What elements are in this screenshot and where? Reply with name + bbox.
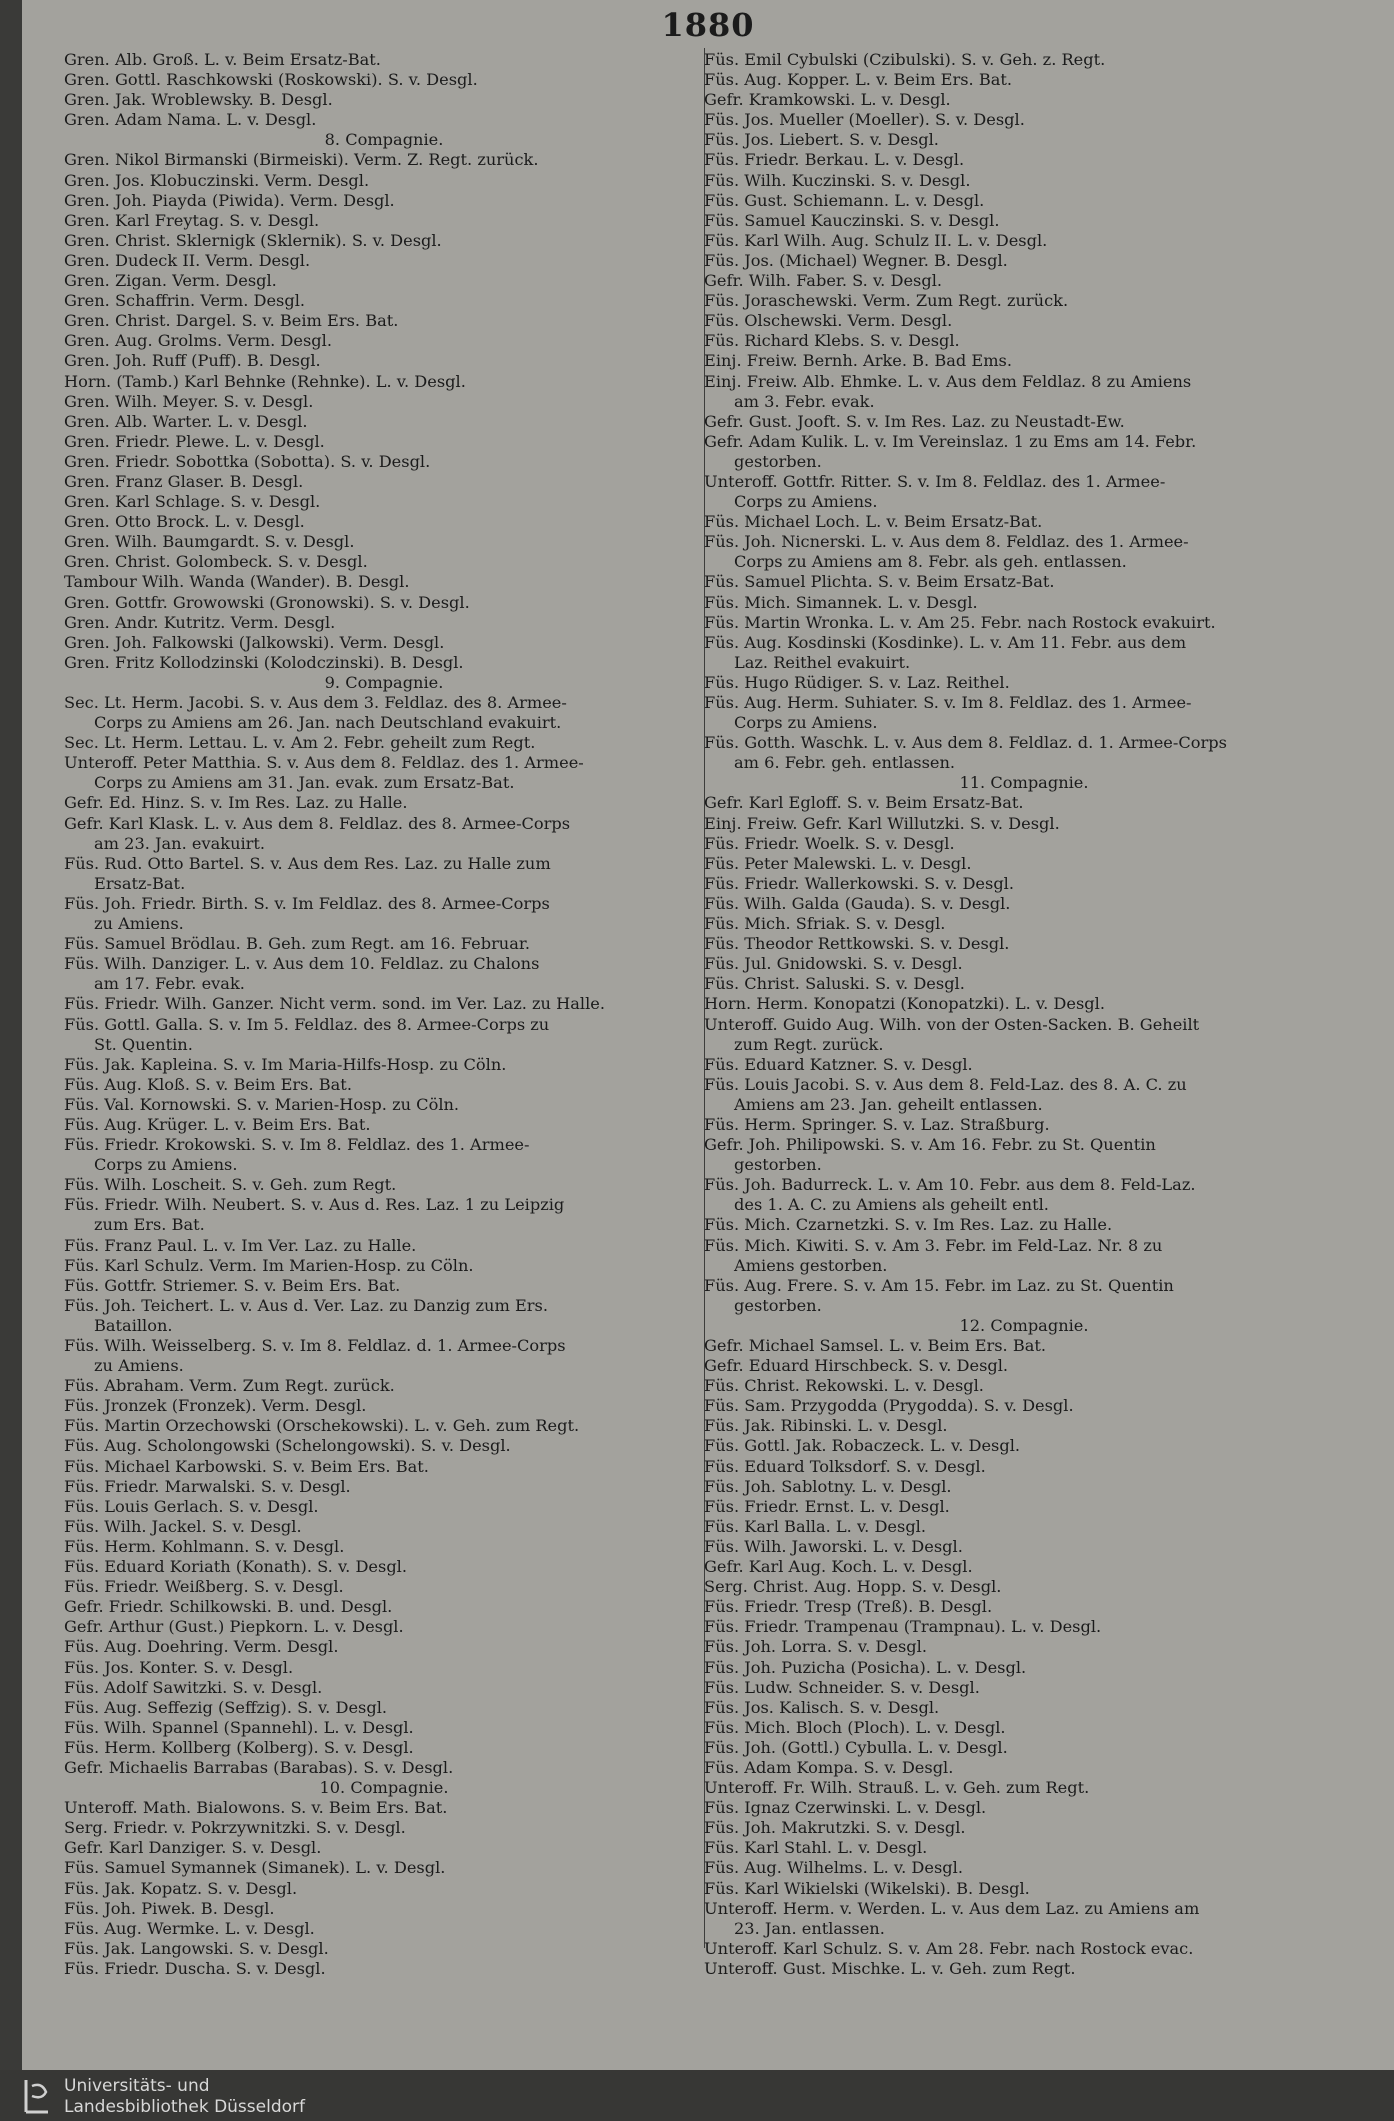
list-entry: Füs. Aug. Frere. S. v. Am 15. Febr. im Laz. zu St. Quentin: [704, 1275, 1174, 1295]
library-logo-icon: [22, 2078, 52, 2114]
list-entry: Gren. Zigan. Verm. Desgl.: [64, 271, 277, 291]
list-entry: Gefr. Ed. Hinz. S. v. Im Res. Laz. zu Halle.: [64, 793, 408, 813]
list-entry: Füs. Karl Stahl. L. v. Desgl.: [704, 1838, 928, 1858]
list-entry: Gren. Joh. Ruff (Puff). B. Desgl.: [64, 351, 321, 371]
list-entry: Gefr. Michael Samsel. L. v. Beim Ers. Bat.: [704, 1336, 1047, 1355]
list-entry: Einj. Freiw. Bernh. Arke. B. Bad Ems.: [704, 351, 1013, 371]
list-entry: Einj. Freiw. Alb. Ehmke. L. v. Aus dem Feldlaz. 8 zu Amiens: [704, 371, 1192, 391]
list-entry: Füs. Ludw. Schneider. S. v. Desgl.: [704, 1677, 980, 1697]
list-entry: Füs. Jos. Kalisch. S. v. Desgl.: [704, 1697, 940, 1717]
list-entry: Amiens am 23. Jan. geheilt entlassen.: [734, 1094, 1043, 1114]
list-entry: Gren. Gottfr. Growowski (Gronowski). S. v. Desgl.: [64, 592, 470, 612]
list-entry: Füs. Friedr. Woelk. S. v. Desgl.: [704, 833, 955, 853]
list-entry: am 17. Febr. evak.: [94, 974, 245, 994]
list-entry: Füs. Gottl. Galla. S. v. Im 5. Feldlaz. des 8. Armee-Corps zu: [64, 1014, 550, 1034]
list-entry: Unteroff. Math. Bialowons. S. v. Beim Ers. Bat.: [64, 1798, 448, 1818]
list-entry: Füs. Aug. Kloß. S. v. Beim Ers. Bat.: [64, 1074, 352, 1094]
list-entry: Füs. Abraham. Verm. Zum Regt. zurück.: [64, 1376, 395, 1396]
list-entry: Gren. Gottl. Raschkowski (Roskowski). S. v. Desgl.: [64, 70, 478, 90]
list-entry: Füs. Aug. Wermke. L. v. Desgl.: [64, 1918, 315, 1938]
list-entry: Füs. Eduard Katzner. S. v. Desgl.: [704, 1054, 973, 1074]
list-entry: Füs. Friedr. Weißberg. S. v. Desgl.: [64, 1577, 344, 1597]
list-entry: Füs. Rud. Otto Bartel. S. v. Aus dem Res. Laz. zu Halle zum: [64, 853, 551, 873]
list-entry: Füs. Wilh. Kuczinski. S. v. Desgl.: [704, 170, 971, 190]
list-entry: Füs. Friedr. Marwalski. S. v. Desgl.: [64, 1476, 351, 1496]
section-heading: 9. Compagnie.: [324, 672, 444, 692]
list-entry: Gren. Aug. Grolms. Verm. Desgl.: [64, 331, 332, 351]
footer-line-1: Universitäts- und: [64, 2076, 210, 2096]
list-entry: Unteroff. Gottfr. Ritter. S. v. Im 8. Feldlaz. des 1. Armee-: [704, 471, 1166, 491]
list-entry: Laz. Reithel evakuirt.: [734, 652, 911, 672]
list-entry: St. Quentin.: [94, 1034, 193, 1054]
list-entry: Füs. Aug. Kopper. L. v. Beim Ers. Bat.: [704, 70, 1013, 90]
list-entry: Gren. Joh. Piayda (Piwida). Verm. Desgl.: [64, 190, 395, 210]
right-column: [704, 50, 1344, 1979]
list-entry: Gefr. Friedr. Schilkowski. B. und. Desgl.: [64, 1597, 393, 1617]
list-entry: Füs. Joh. Sablotny. L. v. Desgl.: [704, 1476, 952, 1496]
list-entry: Gren. Wilh. Baumgardt. S. v. Desgl.: [64, 532, 355, 552]
list-entry: Gren. Karl Freytag. S. v. Desgl.: [64, 210, 320, 230]
list-entry: Füs. Jul. Gnidowski. S. v. Desgl.: [704, 954, 963, 974]
footer-bar: [0, 2070, 1394, 2121]
list-entry: Gefr. Adam Kulik. L. v. Im Vereinslaz. 1 zu Ems am 14. Febr.: [704, 431, 1197, 451]
list-entry: Füs. Karl Schulz. Verm. Im Marien-Hosp. zu Cöln.: [64, 1255, 474, 1275]
list-entry: Gren. Christ. Golombeck. S. v. Desgl.: [64, 552, 368, 572]
list-entry: Füs. Gottl. Jak. Robaczeck. L. v. Desgl.: [704, 1436, 1021, 1456]
list-entry: Horn. Herm. Konopatzi (Konopatzki). L. v. Desgl.: [704, 994, 1105, 1014]
list-entry: Unteroff. Herm. v. Werden. L. v. Aus dem Laz. zu Amiens am: [704, 1898, 1200, 1918]
list-entry: Füs. Ignaz Czerwinski. L. v. Desgl.: [704, 1798, 987, 1818]
list-entry: Füs. Olschewski. Verm. Desgl.: [704, 311, 953, 331]
list-entry: Füs. Franz Paul. L. v. Im Ver. Laz. zu Halle.: [64, 1235, 417, 1255]
list-entry: Gefr. Karl Danziger. S. v. Desgl.: [64, 1838, 322, 1858]
list-entry: Füs. Friedr. Tresp (Treß). B. Desgl.: [704, 1597, 993, 1617]
list-entry: Sec. Lt. Herm. Jacobi. S. v. Aus dem 3. Feldlaz. des 8. Armee-: [64, 693, 567, 712]
list-entry: Ersatz-Bat.: [94, 873, 186, 893]
list-entry: Füs. Joh. Lorra. S. v. Desgl.: [704, 1637, 927, 1657]
list-entry: Bataillon.: [94, 1315, 173, 1335]
list-entry: Füs. Wilh. Danziger. L. v. Aus dem 10. Feldlaz. zu Chalons: [64, 954, 540, 974]
list-entry: Füs. Christ. Saluski. S. v. Desgl.: [704, 974, 965, 994]
list-entry: Füs. Wilh. Weisselberg. S. v. Im 8. Feldlaz. d. 1. Armee-Corps: [64, 1336, 566, 1355]
list-entry: Füs. Aug. Kosdinski (Kosdinke). L. v. Am 11. Febr. aus dem: [704, 632, 1187, 652]
list-entry: Füs. Adolf Sawitzki. S. v. Desgl.: [64, 1677, 323, 1697]
list-entry: Sec. Lt. Herm. Lettau. L. v. Am 2. Febr. geheilt zum Regt.: [64, 733, 536, 753]
list-entry: Füs. Aug. Doehring. Verm. Desgl.: [64, 1637, 339, 1657]
list-entry: Füs. Peter Malewski. L. v. Desgl.: [704, 853, 972, 873]
list-entry: Gefr. Karl Egloff. S. v. Beim Ersatz-Bat.: [704, 793, 1024, 813]
list-entry: Corps zu Amiens am 26. Jan. nach Deutschland evakuirt.: [94, 713, 562, 733]
list-entry: Füs. Eduard Tolksdorf. S. v. Desgl.: [704, 1456, 986, 1476]
list-entry: Gefr. Karl Aug. Koch. L. v. Desgl.: [704, 1557, 973, 1577]
list-entry: Gefr. Eduard Hirschbeck. S. v. Desgl.: [704, 1356, 1009, 1376]
list-entry: Füs. Gust. Schiemann. L. v. Desgl.: [704, 190, 985, 210]
list-entry: Füs. Aug. Wilhelms. L. v. Desgl.: [704, 1858, 963, 1878]
list-entry: Füs. Gottfr. Striemer. S. v. Beim Ers. Bat.: [64, 1275, 401, 1295]
list-entry: Füs. Jak. Langowski. S. v. Desgl.: [64, 1938, 329, 1958]
list-entry: Füs. Adam Kompa. S. v. Desgl.: [704, 1757, 954, 1777]
list-entry: Füs. Jos. Liebert. S. v. Desgl.: [704, 130, 939, 150]
section-heading: 8. Compagnie.: [324, 130, 444, 150]
list-entry: Füs. Herm. Kohlmann. S. v. Desgl.: [64, 1536, 345, 1556]
list-entry: Füs. Mich. Czarnetzki. S. v. Im Res. Laz. zu Halle.: [704, 1215, 1113, 1235]
list-entry: zum Regt. zurück.: [734, 1034, 884, 1054]
list-entry: Füs. Friedr. Wilh. Neubert. S. v. Aus d. Res. Laz. 1 zu Leipzig: [64, 1195, 565, 1215]
footer-line-2: Landesbibliothek Düsseldorf: [64, 2097, 305, 2117]
list-entry: Corps zu Amiens.: [734, 713, 878, 733]
list-entry: Füs. Samuel Brödlau. B. Geh. zum Regt. am 16. Februar.: [64, 934, 530, 954]
list-entry: Füs. Sam. Przygodda (Prygodda). S. v. Desgl.: [704, 1396, 1074, 1416]
list-entry: Gren. Wilh. Meyer. S. v. Desgl.: [64, 391, 314, 411]
footer-text: [64, 2076, 305, 2118]
list-entry: Füs. Christ. Rekowski. L. v. Desgl.: [704, 1376, 984, 1396]
list-entry: Horn. (Tamb.) Karl Behnke (Rehnke). L. v. Desgl.: [64, 371, 466, 391]
list-entry: Füs. Joh. (Gottl.) Cybulla. L. v. Desgl.: [704, 1737, 1008, 1757]
list-entry: zu Amiens.: [94, 914, 184, 934]
list-entry: gestorben.: [734, 1155, 822, 1175]
page-number: 1880: [661, 6, 755, 44]
list-entry: Füs. Hugo Rüdiger. S. v. Laz. Reithel.: [704, 672, 1010, 692]
list-entry: Füs. Herm. Kollberg (Kolberg). S. v. Desgl.: [64, 1737, 414, 1757]
list-entry: Füs. Samuel Plichta. S. v. Beim Ersatz-Bat.: [704, 572, 1055, 592]
list-entry: Füs. Aug. Scholongowski (Schelongowski). S. v. Desgl.: [64, 1436, 511, 1456]
list-entry: Füs. Joraschewski. Verm. Zum Regt. zurück.: [704, 291, 1069, 311]
list-entry: Serg. Friedr. v. Pokrzywnitzki. S. v. Desgl.: [64, 1818, 406, 1838]
list-entry: am 23. Jan. evakuirt.: [94, 833, 266, 853]
list-entry: Füs. Jak. Ribinski. L. v. Desgl.: [704, 1416, 948, 1436]
list-entry: Füs. Friedr. Berkau. L. v. Desgl.: [704, 150, 965, 170]
list-entry: Füs. Theodor Rettkowski. S. v. Desgl.: [704, 934, 1010, 954]
list-entry: Füs. Richard Klebs. S. v. Desgl.: [704, 331, 960, 351]
list-entry: Füs. Jos. Mueller (Moeller). S. v. Desgl.: [704, 110, 1025, 130]
list-entry: Gefr. Gust. Jooft. S. v. Im Res. Laz. zu Neustadt-Ew.: [704, 411, 1125, 431]
left-column: [64, 50, 704, 1979]
list-entry: Füs. Jronzek (Fronzek). Verm. Desgl.: [64, 1396, 367, 1416]
list-entry: Füs. Aug. Herm. Suhiater. S. v. Im 8. Feldlaz. des 1. Armee-: [704, 693, 1192, 712]
list-entry: Füs. Joh. Piwek. B. Desgl.: [64, 1898, 275, 1918]
list-entry: Füs. Wilh. Loscheit. S. v. Geh. zum Regt.: [64, 1175, 397, 1195]
list-entry: Füs. Mich. Kiwiti. S. v. Am 3. Febr. im Feld-Laz. Nr. 8 zu: [704, 1235, 1163, 1255]
list-entry: Unteroff. Peter Matthia. S. v. Aus dem 8. Feldlaz. des 1. Armee-: [64, 753, 584, 773]
list-entry: Füs. Gotth. Waschk. L. v. Aus dem 8. Feldlaz. d. 1. Armee-Corps: [704, 733, 1227, 753]
list-entry: am 6. Febr. geh. entlassen.: [734, 753, 956, 773]
list-entry: Füs. Mich. Simannek. L. v. Desgl.: [704, 592, 978, 612]
list-entry: Gren. Franz Glaser. B. Desgl.: [64, 471, 304, 491]
list-entry: Füs. Emil Cybulski (Czibulski). S. v. Geh. z. Regt.: [704, 50, 1106, 69]
list-entry: Corps zu Amiens am 31. Jan. evak. zum Ersatz-Bat.: [94, 773, 515, 793]
list-entry: Corps zu Amiens.: [734, 492, 878, 512]
list-entry: Einj. Freiw. Gefr. Karl Willutzki. S. v. Desgl.: [704, 813, 1060, 833]
list-entry: Gren. Dudeck II. Verm. Desgl.: [64, 250, 311, 270]
list-entry: Gefr. Arthur (Gust.) Piepkorn. L. v. Desgl.: [64, 1617, 404, 1637]
list-entry: Füs. Joh. Badurreck. L. v. Am 10. Febr. aus dem 8. Feld-Laz.: [704, 1175, 1196, 1195]
list-entry: Gren. Karl Schlage. S. v. Desgl.: [64, 492, 321, 512]
list-entry: des 1. A. C. zu Amiens als geheilt entl.: [734, 1195, 1049, 1215]
list-entry: Unteroff. Karl Schulz. S. v. Am 28. Febr. nach Rostock evac.: [704, 1938, 1194, 1958]
list-entry: Füs. Louis Gerlach. S. v. Desgl.: [64, 1496, 319, 1516]
list-entry: Füs. Jak. Kapleina. S. v. Im Maria-Hilfs-Hosp. zu Cöln.: [64, 1054, 507, 1074]
list-entry: Gren. Adam Nama. L. v. Desgl.: [64, 110, 317, 130]
list-entry: Füs. Aug. Seffezig (Seffzig). S. v. Desgl.: [64, 1697, 388, 1717]
list-entry: Gren. Jos. Klobuczinski. Verm. Desgl.: [64, 170, 370, 190]
list-entry: Füs. Wilh. Jackel. S. v. Desgl.: [64, 1516, 302, 1536]
list-entry: Corps zu Amiens.: [94, 1155, 238, 1175]
list-entry: Füs. Louis Jacobi. S. v. Aus dem 8. Feld-Laz. des 8. A. C. zu: [704, 1074, 1187, 1094]
list-entry: Füs. Friedr. Ernst. L. v. Desgl.: [704, 1496, 950, 1516]
list-entry: Füs. Samuel Kauczinski. S. v. Desgl.: [704, 210, 1000, 230]
list-entry: Gren. Otto Brock. L. v. Desgl.: [64, 512, 305, 532]
list-entry: Füs. Friedr. Wilh. Ganzer. Nicht verm. sond. im Ver. Laz. zu Halle.: [64, 994, 605, 1014]
list-entry: Gren. Alb. Warter. L. v. Desgl.: [64, 411, 308, 431]
section-heading: 10. Compagnie.: [319, 1778, 449, 1798]
list-entry: Amiens gestorben.: [734, 1255, 888, 1275]
list-entry: Gren. Christ. Dargel. S. v. Beim Ers. Bat.: [64, 311, 399, 331]
list-entry: Füs. Martin Wronka. L. v. Am 25. Febr. nach Rostock evakuirt.: [704, 612, 1216, 632]
list-entry: Gefr. Michaelis Barrabas (Barabas). S. v. Desgl.: [64, 1757, 454, 1777]
document-page: [22, 0, 1394, 2121]
list-entry: Füs. Michael Karbowski. S. v. Beim Ers. Bat.: [64, 1456, 429, 1476]
list-entry: Füs. Karl Balla. L. v. Desgl.: [704, 1516, 927, 1536]
list-entry: Füs. Wilh. Spannel (Spannehl). L. v. Desgl.: [64, 1717, 414, 1737]
list-entry: Gren. Nikol Birmanski (Birmeiski). Verm. Z. Regt. zurück.: [64, 150, 539, 170]
list-entry: 23. Jan. entlassen.: [734, 1918, 885, 1938]
list-entry: Füs. Michael Loch. L. v. Beim Ersatz-Bat.: [704, 512, 1043, 532]
list-entry: Füs. Joh. Teichert. L. v. Aus d. Ver. Laz. zu Danzig zum Ers.: [64, 1295, 548, 1315]
list-entry: Füs. Friedr. Wallerkowski. S. v. Desgl.: [704, 873, 1015, 893]
list-entry: gestorben.: [734, 1295, 822, 1315]
list-entry: Tambour Wilh. Wanda (Wander). B. Desgl.: [64, 572, 410, 592]
list-entry: Füs. Joh. Friedr. Birth. S. v. Im Feldlaz. des 8. Armee-Corps: [64, 893, 550, 913]
list-entry: Füs. Karl Wikielski (Wikelski). B. Desgl.: [704, 1878, 1030, 1898]
list-entry: Füs. Friedr. Duscha. S. v. Desgl.: [64, 1958, 326, 1978]
list-entry: zu Amiens.: [94, 1356, 184, 1376]
list-entry: Füs. Mich. Sfriak. S. v. Desgl.: [704, 914, 946, 934]
list-entry: Füs. Herm. Springer. S. v. Laz. Straßburg.: [704, 1114, 1050, 1134]
list-entry: Füs. Aug. Krüger. L. v. Beim Ers. Bat.: [64, 1114, 371, 1134]
list-entry: Gren. Fritz Kollodzinski (Kolodczinski). B. Desgl.: [64, 652, 464, 672]
list-entry: Serg. Christ. Aug. Hopp. S. v. Desgl.: [704, 1577, 1002, 1597]
list-entry: Gren. Friedr. Sobottka (Sobotta). S. v. Desgl.: [64, 451, 431, 471]
list-entry: Gefr. Wilh. Faber. S. v. Desgl.: [704, 271, 943, 291]
list-entry: am 3. Febr. evak.: [734, 391, 875, 411]
list-entry: Füs. Val. Kornowski. S. v. Marien-Hosp. zu Cöln.: [64, 1094, 460, 1114]
list-entry: Füs. Martin Orzechowski (Orschekowski). L. v. Geh. zum Regt.: [64, 1416, 580, 1436]
list-entry: Füs. Karl Wilh. Aug. Schulz II. L. v. Desgl.: [704, 230, 1048, 250]
list-entry: Füs. Wilh. Galda (Gauda). S. v. Desgl.: [704, 893, 1011, 913]
list-entry: Füs. Wilh. Jaworski. L. v. Desgl.: [704, 1536, 963, 1556]
list-entry: Gefr. Joh. Philipowski. S. v. Am 16. Febr. zu St. Quentin: [704, 1135, 1156, 1155]
list-entry: Füs. Mich. Bloch (Ploch). L. v. Desgl.: [704, 1717, 1006, 1737]
list-entry: Unteroff. Fr. Wilh. Strauß. L. v. Geh. zum Regt.: [704, 1778, 1090, 1798]
list-entry: zum Ers. Bat.: [94, 1215, 205, 1235]
list-entry: Gefr. Karl Klask. L. v. Aus dem 8. Feldlaz. des 8. Armee-Corps: [64, 813, 571, 833]
list-entry: Gren. Christ. Sklernigk (Sklernik). S. v. Desgl.: [64, 230, 442, 250]
list-entry: Gren. Andr. Kutritz. Verm. Desgl.: [64, 612, 336, 632]
list-entry: Füs. Jos. Konter. S. v. Desgl.: [64, 1657, 294, 1677]
list-entry: Gefr. Kramkowski. L. v. Desgl.: [704, 90, 951, 110]
list-entry: Gren. Alb. Groß. L. v. Beim Ersatz-Bat.: [64, 50, 381, 69]
list-entry: Unteroff. Gust. Mischke. L. v. Geh. zum Regt.: [704, 1958, 1076, 1978]
list-entry: Corps zu Amiens am 8. Febr. als geh. entlassen.: [734, 552, 1127, 572]
list-entry: Füs. Jos. (Michael) Wegner. B. Desgl.: [704, 250, 1008, 270]
list-entry: Gren. Friedr. Plewe. L. v. Desgl.: [64, 431, 325, 451]
section-heading: 12. Compagnie.: [959, 1315, 1089, 1335]
list-entry: Füs. Joh. Nicnerski. L. v. Aus dem 8. Feldlaz. des 1. Armee-: [704, 532, 1189, 552]
list-entry: Gren. Jak. Wroblewsky. B. Desgl.: [64, 90, 333, 110]
list-entry: gestorben.: [734, 451, 822, 471]
list-entry: Füs. Joh. Makrutzki. S. v. Desgl.: [704, 1818, 966, 1838]
list-entry: Füs. Joh. Puzicha (Posicha). L. v. Desgl.: [704, 1657, 1027, 1677]
list-entry: Füs. Jak. Kopatz. S. v. Desgl.: [64, 1878, 298, 1898]
list-entry: Füs. Friedr. Krokowski. S. v. Im 8. Feldlaz. des 1. Armee-: [64, 1135, 530, 1155]
list-entry: Gren. Joh. Falkowski (Jalkowski). Verm. Desgl.: [64, 632, 445, 652]
list-entry: Füs. Friedr. Trampenau (Trampnau). L. v. Desgl.: [704, 1617, 1102, 1637]
list-entry: Füs. Eduard Koriath (Konath). S. v. Desgl.: [64, 1557, 408, 1577]
list-entry: Füs. Samuel Symannek (Simanek). L. v. Desgl.: [64, 1858, 446, 1878]
section-heading: 11. Compagnie.: [959, 773, 1089, 793]
list-entry: Gren. Schaffrin. Verm. Desgl.: [64, 291, 306, 311]
list-entry: Unteroff. Guido Aug. Wilh. von der Osten-Sacken. B. Geheilt: [704, 1014, 1200, 1034]
